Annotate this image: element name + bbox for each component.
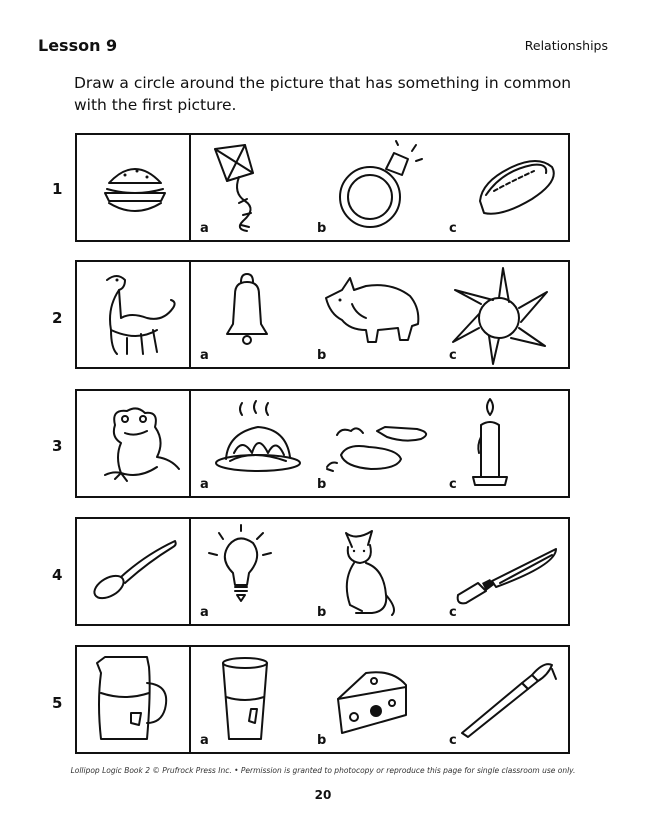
hamburger-icon: [95, 141, 175, 233]
triceratops-icon: [322, 268, 422, 360]
question-row-1: [75, 133, 570, 242]
hot-dog-icon: [472, 141, 562, 233]
brontosaurus-icon: [97, 268, 177, 360]
knife-icon: [452, 525, 562, 617]
option-label-c: c: [449, 605, 457, 620]
page-number: 20: [314, 788, 332, 802]
option-label-c: c: [449, 477, 457, 492]
question-row-2: [75, 260, 570, 369]
kite-icon: [205, 141, 275, 233]
cat-icon: [332, 525, 412, 617]
row-divider: [189, 519, 191, 624]
row-divider: [189, 391, 191, 496]
option-label-b: b: [317, 348, 327, 363]
row-number-1: 1: [52, 180, 63, 198]
frog-icon: [95, 397, 181, 489]
option-label-b: b: [317, 477, 327, 492]
option-label-a: a: [200, 477, 209, 492]
option-label-b: b: [317, 221, 327, 236]
spaghetti-icon: [212, 397, 308, 489]
row-divider: [189, 262, 191, 367]
lesson-title: Lesson 9: [38, 36, 118, 55]
light-bulb-icon: [205, 525, 285, 617]
pitcher-icon: [91, 653, 181, 745]
row-divider: [189, 135, 191, 240]
candle-icon: [467, 397, 513, 489]
copyright-footer: Lollipop Logic Book 2 © Prufrock Press Inc. • Permission is granted to photocopy or reproduce this page for single classroom use only.: [70, 766, 576, 775]
sun-icon: [449, 268, 549, 360]
bell-icon: [217, 268, 273, 360]
instructions: Draw a circle around the picture that has something in common with the first picture.: [74, 74, 572, 114]
row-number-3: 3: [52, 437, 63, 455]
ring-icon: [332, 141, 422, 233]
row-number-2: 2: [52, 309, 63, 327]
row-number-5: 5: [52, 694, 63, 712]
lesson-topic: Relationships: [524, 38, 608, 53]
paintbrush-icon: [452, 653, 562, 745]
row-divider: [189, 647, 191, 752]
option-label-a: a: [200, 605, 209, 620]
option-label-a: a: [200, 348, 209, 363]
option-label-b: b: [317, 605, 327, 620]
cheese-icon: [332, 653, 412, 745]
option-label-b: b: [317, 733, 327, 748]
glass-icon: [215, 653, 275, 745]
option-label-c: c: [449, 348, 457, 363]
question-row-4: [75, 517, 570, 626]
question-row-5: [75, 645, 570, 754]
option-label-c: c: [449, 733, 457, 748]
option-label-a: a: [200, 221, 209, 236]
lily-pads-icon: [317, 397, 437, 489]
question-row-3: [75, 389, 570, 498]
row-number-4: 4: [52, 566, 63, 584]
option-label-c: c: [449, 221, 457, 236]
spoon-icon: [89, 525, 179, 617]
option-label-a: a: [200, 733, 209, 748]
